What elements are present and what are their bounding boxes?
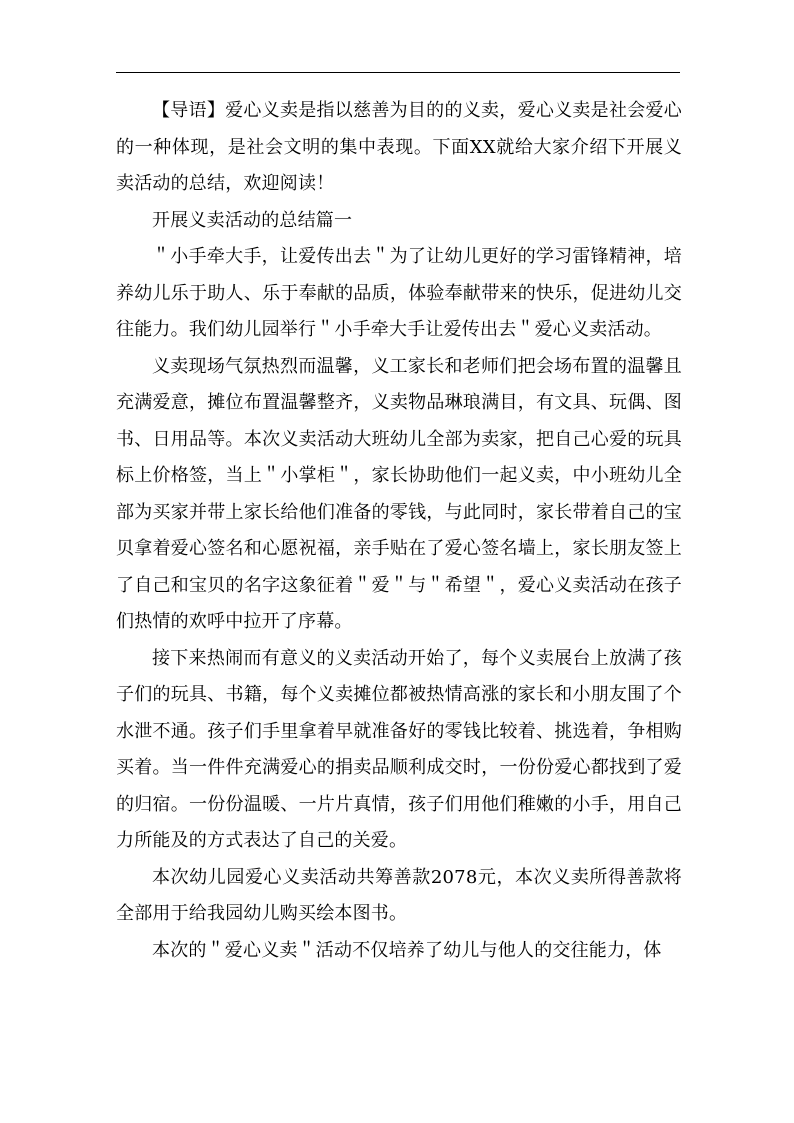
body-paragraph: 本次幼儿园爱心义卖活动共筹善款2078元，本次义卖所得善款将全部用于给我园幼儿购买绘本图书。	[116, 866, 682, 924]
header-rule	[116, 72, 680, 73]
intro-paragraph: 【导语】爱心义卖是指以慈善为目的的义卖，爱心义卖是社会爱心的一种体现，是社会文明的集中表现。下面XX就给大家介绍下开展义卖活动的总结，欢迎阅读！	[116, 100, 682, 194]
document-body	[116, 93, 682, 969]
body-paragraph: ＂小手牵大手，让爱传出去＂为了让幼儿更好的学习雷锋精神，培养幼儿乐于助人、乐于奉献的品质，体验奉献带来的快乐，促进幼儿交往能力。我们幼儿园举行＂小手牵大手让爱传出去＂爱心义卖活动。	[116, 246, 682, 340]
body-paragraph: 本次的＂爱心义卖＂活动不仅培养了幼儿与他人的交往能力，体	[152, 939, 662, 961]
body-paragraph: 义卖现场气氛热烈而温馨，义工家长和老师们把会场布置的温馨且充满爱意，摊位布置温馨整齐，义卖物品琳琅满目，有文具、玩偶、图书、日用品等。本次义卖活动大班幼儿全部为卖家，把自己心爱的玩具标上价格签，当上＂小掌柜＂，家长协助他们一起义卖，中小班幼儿全部为买家并带上家长给他们准备的零钱，与此同时，家长带着自己的宝贝拿着爱心签名和心愿祝福，亲手贴在了爱心签名墙上，家长朋友签上了自己和宝贝的名字这象征着＂爱＂与＂希望＂，爱心义卖活动在孩子们热情的欢呼中拉开了序幕。	[116, 355, 682, 632]
section-heading: 开展义卖活动的总结篇一	[152, 209, 353, 231]
body-paragraph: 接下来热闹而有意义的义卖活动开始了，每个义卖展台上放满了孩子们的玩具、书籍，每个义卖摊位都被热情高涨的家长和小朋友围了个水泄不通。孩子们手里拿着早就准备好的零钱比较着、挑选着，争相购买着。当一件件充满爱心的捐卖品顺利成交时，一份份爱心都找到了爱的归宿。一份份温暖、一片片真情，孩子们用他们稚嫩的小手，用自己力所能及的方式表达了自己的关爱。	[116, 647, 682, 851]
